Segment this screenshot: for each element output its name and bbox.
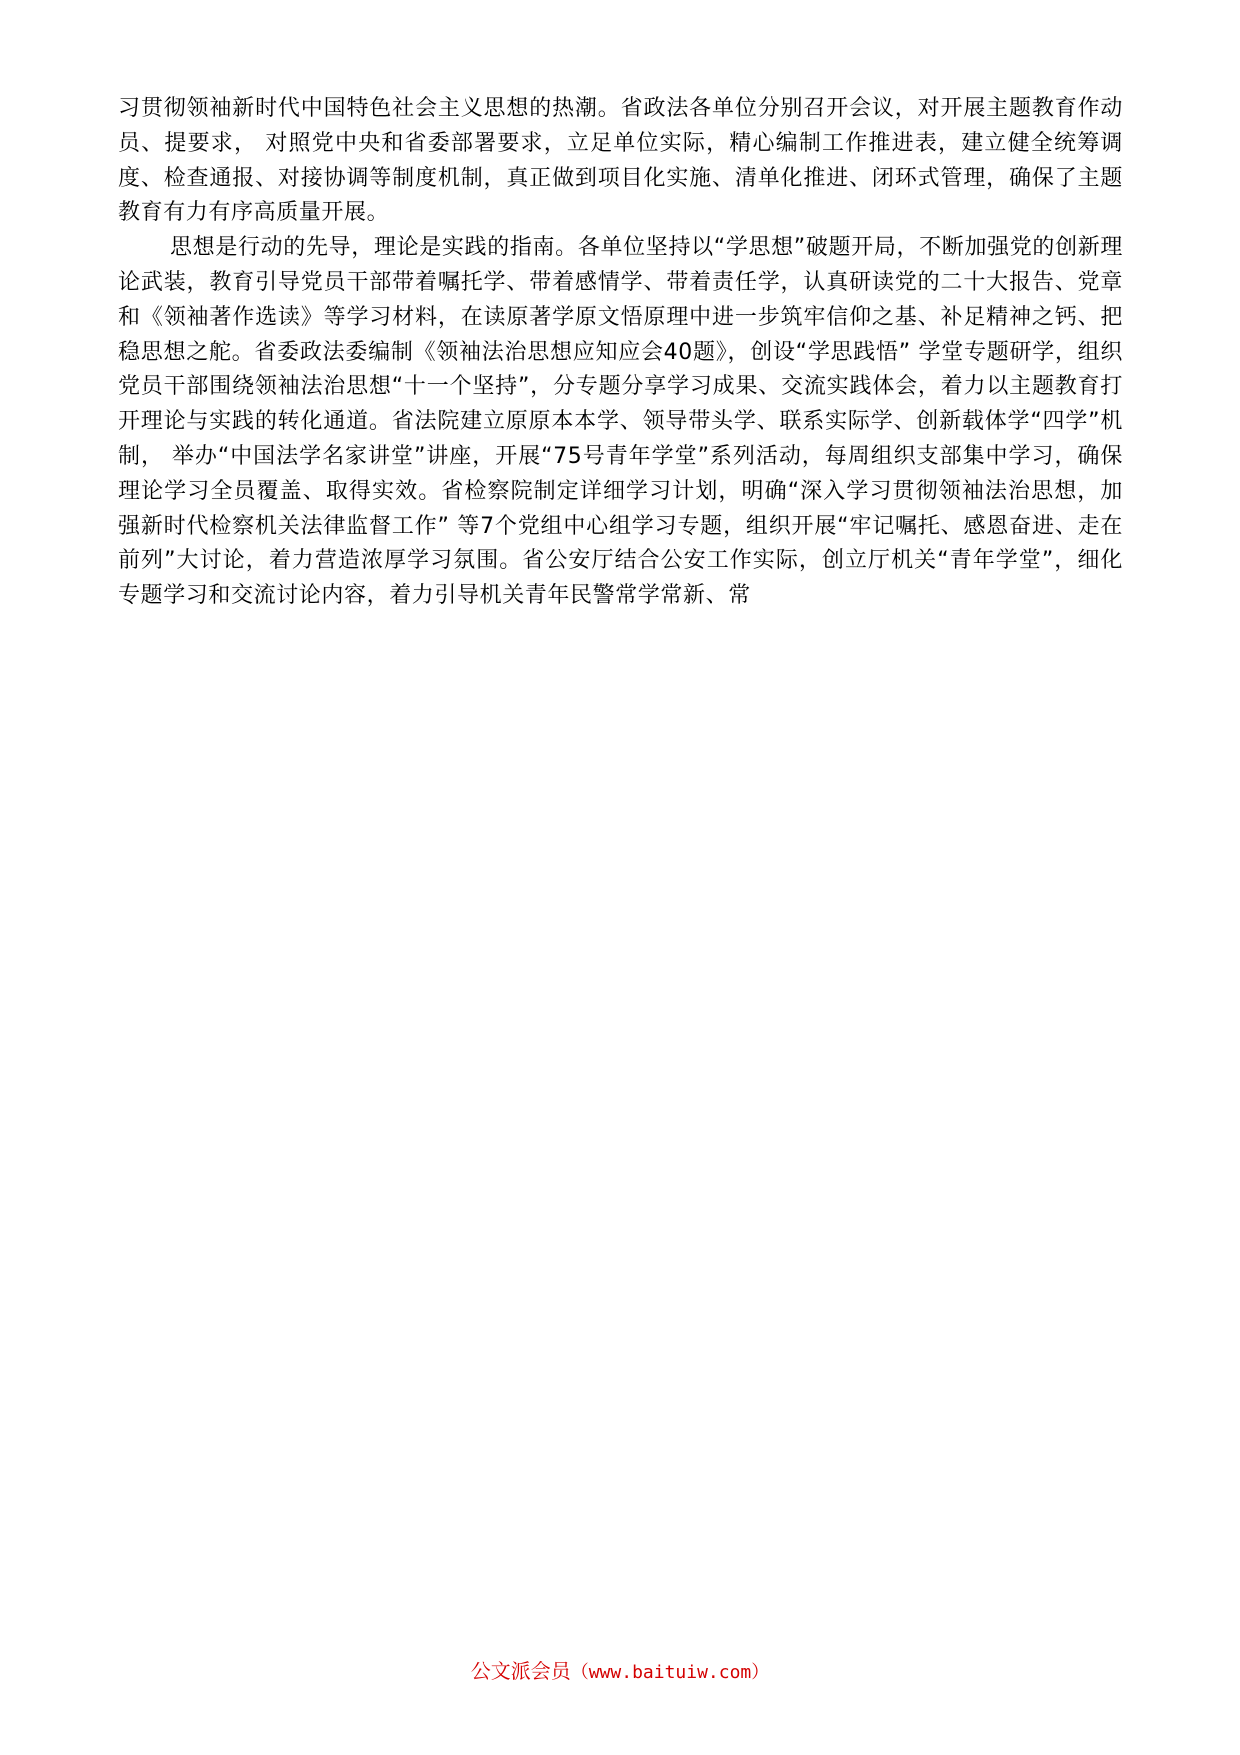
footer-url: （www.baituiw.com） xyxy=(570,1662,770,1683)
footer-watermark xyxy=(0,1658,1240,1686)
paragraph-2: 思想是行动的先导，理论是实践的指南。各单位坚持以“学思想”破题开局，不断加强党的创新理论武装，教育引导党员干部带着嘱托学、带着感情学、带着责任学，认真研读党的二十大报告、党章和《领袖著作选读》等学习材料，在读原著学原文悟原理中进一步筑牢信仰之基、补足精神之钙、把稳思想之舵。省委政法委编制《领袖法治思想应知应会40题》，创设“学思践悟” 学堂专题研学，组织党员干部围绕领袖法治思想“十一个坚持”，分专题分享学习成果、交流实践体会，着力以主题教育打开理论与实践的转化通道。省法院建立原原本本学、领导带头学、联系实际学、创新载体学“四学”机制， 举办“中国法学名家讲堂”讲座，开展“75号青年学堂”系列活动，每周组织支部集中学习，确保理论学习全员覆盖、取得实效。省检察院制定详细学习计划，明确“深入学习贯彻领袖法治思想，加强新时代检察机关法律监督工作” 等7个党组中心组学习专题，组织开展“牢记嘱托、感恩奋进、走在前列”大讨论，着力营造浓厚学习氛围。省公安厅结合公安工作实际，创立厅机关“青年学堂”，细化专题学习和交流讨论内容，着力引导机关青年民警常学常新、常 xyxy=(118,235,1123,609)
document-body xyxy=(118,92,1123,614)
paragraph-1: 习贯彻领袖新时代中国特色社会主义思想的热潮。省政法各单位分别召开会议，对开展主题教育作动员、提要求， 对照党中央和省委部署要求，立足单位实际，精心编制工作推进表，建立健全统筹调度、检查通报、对接协调等制度机制，真正做到项目化实施、清单化推进、闭环式管理，确保了主题教育有力有序高质量开展。 xyxy=(118,96,1123,226)
footer-brand: 公文派会员 xyxy=(470,1659,571,1683)
